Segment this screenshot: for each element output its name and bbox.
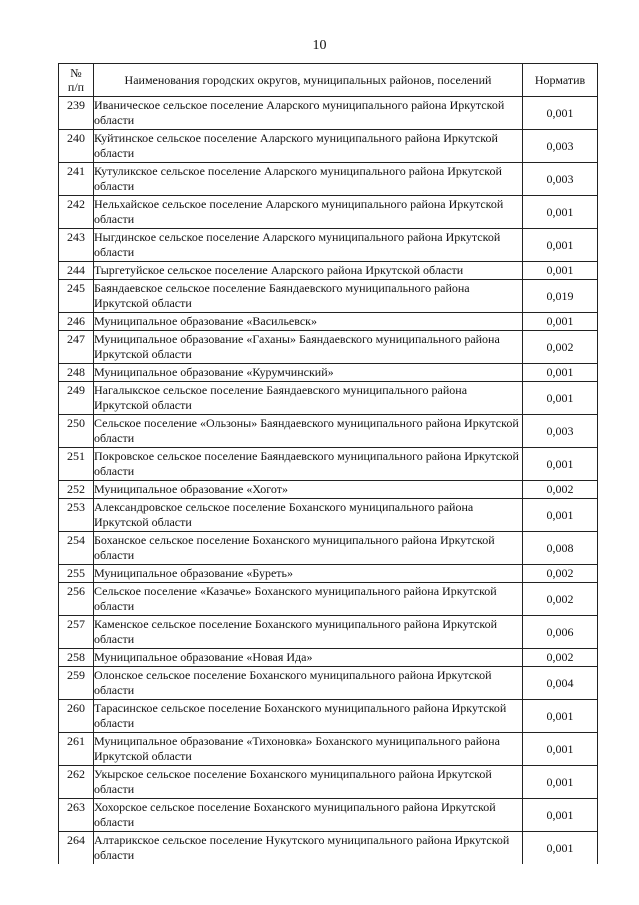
row-value: 0,001 (523, 448, 598, 481)
header-row (59, 64, 598, 97)
row-number: 246 (59, 313, 94, 331)
header-number (59, 64, 94, 97)
table-header (59, 64, 598, 97)
table-row (59, 130, 598, 163)
row-name: Муниципальное образование «Тихоновка» Боханского муниципального района Иркутской области (94, 733, 523, 766)
row-value: 0,001 (523, 766, 598, 799)
row-value: 0,008 (523, 532, 598, 565)
row-name: Иваническое сельское поселение Аларского муниципального района Иркутской области (94, 97, 523, 130)
row-number: 256 (59, 583, 94, 616)
table-row (59, 700, 598, 733)
row-number: 243 (59, 229, 94, 262)
table-row (59, 649, 598, 667)
table-row (59, 382, 598, 415)
row-value: 0,006 (523, 616, 598, 649)
header-name: Наименования городских округов, муниципальных районов, поселений (94, 64, 523, 97)
table-row (59, 481, 598, 499)
row-value: 0,003 (523, 415, 598, 448)
table-row (59, 667, 598, 700)
row-name: Олонское сельское поселение Боханского муниципального района Иркутской области (94, 667, 523, 700)
table-row (59, 499, 598, 532)
header-number-symbol: № (70, 66, 82, 80)
row-name: Тарасинское сельское поселение Боханского муниципального района Иркутской области (94, 700, 523, 733)
row-number: 262 (59, 766, 94, 799)
row-value: 0,001 (523, 229, 598, 262)
norms-table (58, 63, 598, 864)
header-number-abbr: п/п (67, 80, 85, 94)
row-number: 239 (59, 97, 94, 130)
table-row (59, 733, 598, 766)
table-row (59, 799, 598, 832)
row-value: 0,001 (523, 700, 598, 733)
row-number: 250 (59, 415, 94, 448)
table-row (59, 229, 598, 262)
table-row (59, 766, 598, 799)
row-name: Муниципальное образование «Новая Ида» (94, 649, 523, 667)
row-name: Муниципальное образование «Гаханы» Баяндаевского муниципального района Иркутской области (94, 331, 523, 364)
row-number: 247 (59, 331, 94, 364)
table-body (59, 97, 598, 865)
table-row (59, 196, 598, 229)
row-name: Кутуликское сельское поселение Аларского муниципального района Иркутской области (94, 163, 523, 196)
row-value: 0,001 (523, 313, 598, 331)
row-value: 0,002 (523, 565, 598, 583)
row-name: Нагалыкское сельское поселение Баяндаевского муниципального района Иркутской области (94, 382, 523, 415)
row-value: 0,003 (523, 130, 598, 163)
table-row (59, 448, 598, 481)
table-row (59, 616, 598, 649)
row-name: Нельхайское сельское поселение Аларского муниципального района Иркутской области (94, 196, 523, 229)
row-number: 242 (59, 196, 94, 229)
row-number: 261 (59, 733, 94, 766)
row-name: Укырское сельское поселение Боханского муниципального района Иркутской области (94, 766, 523, 799)
table-row (59, 331, 598, 364)
table-row (59, 415, 598, 448)
row-number: 260 (59, 700, 94, 733)
row-value: 0,002 (523, 331, 598, 364)
page-number: 10 (312, 38, 327, 53)
row-value: 0,002 (523, 481, 598, 499)
row-number: 245 (59, 280, 94, 313)
row-name: Алтарикское сельское поселение Нукутского муниципального района Иркутской области (94, 832, 523, 865)
row-value: 0,002 (523, 583, 598, 616)
row-value: 0,001 (523, 97, 598, 130)
row-value: 0,003 (523, 163, 598, 196)
row-name: Тыргетуйское сельское поселение Аларского района Иркутской области (94, 262, 523, 280)
row-value: 0,001 (523, 262, 598, 280)
table-row (59, 97, 598, 130)
row-number: 252 (59, 481, 94, 499)
row-number: 254 (59, 532, 94, 565)
row-name: Ныгдинское сельское поселение Аларского муниципального района Иркутской области (94, 229, 523, 262)
row-name: Баяндаевское сельское поселение Баяндаевского муниципального района Иркутской области (94, 280, 523, 313)
row-value: 0,001 (523, 733, 598, 766)
table-row (59, 532, 598, 565)
row-number: 244 (59, 262, 94, 280)
row-number: 255 (59, 565, 94, 583)
row-value: 0,004 (523, 667, 598, 700)
row-number: 263 (59, 799, 94, 832)
table-row (59, 280, 598, 313)
row-name: Хохорское сельское поселение Боханского муниципального района Иркутской области (94, 799, 523, 832)
row-name: Муниципальное образование «Курумчинский» (94, 364, 523, 382)
row-name: Муниципальное образование «Хогот» (94, 481, 523, 499)
row-number: 249 (59, 382, 94, 415)
table-row (59, 313, 598, 331)
row-value: 0,001 (523, 832, 598, 865)
row-number: 251 (59, 448, 94, 481)
row-name: Боханское сельское поселение Боханского муниципального района Иркутской области (94, 532, 523, 565)
row-value: 0,001 (523, 196, 598, 229)
row-number: 259 (59, 667, 94, 700)
row-name: Куйтинское сельское поселение Аларского муниципального района Иркутской области (94, 130, 523, 163)
row-name: Александровское сельское поселение Боханского муниципального района Иркутской области (94, 499, 523, 532)
row-name: Муниципальное образование «Буреть» (94, 565, 523, 583)
row-value: 0,001 (523, 499, 598, 532)
row-name: Покровское сельское поселение Баяндаевского муниципального района Иркутской области (94, 448, 523, 481)
row-number: 241 (59, 163, 94, 196)
table-row (59, 262, 598, 280)
row-number: 240 (59, 130, 94, 163)
row-number: 257 (59, 616, 94, 649)
row-number: 258 (59, 649, 94, 667)
table-row (59, 364, 598, 382)
table-row (59, 163, 598, 196)
row-value: 0,019 (523, 280, 598, 313)
row-number: 253 (59, 499, 94, 532)
row-value: 0,001 (523, 382, 598, 415)
header-value: Норматив (523, 64, 598, 97)
row-name: Сельское поселение «Ользоны» Баяндаевского муниципального района Иркутской области (94, 415, 523, 448)
table-row (59, 583, 598, 616)
row-value: 0,002 (523, 649, 598, 667)
table-row (59, 832, 598, 865)
row-name: Каменское сельское поселение Боханского муниципального района Иркутской области (94, 616, 523, 649)
row-value: 0,001 (523, 799, 598, 832)
row-number: 248 (59, 364, 94, 382)
row-number: 264 (59, 832, 94, 865)
table-row (59, 565, 598, 583)
row-name: Сельское поселение «Казачье» Боханского муниципального района Иркутской области (94, 583, 523, 616)
row-name: Муниципальное образование «Васильевск» (94, 313, 523, 331)
row-value: 0,001 (523, 364, 598, 382)
